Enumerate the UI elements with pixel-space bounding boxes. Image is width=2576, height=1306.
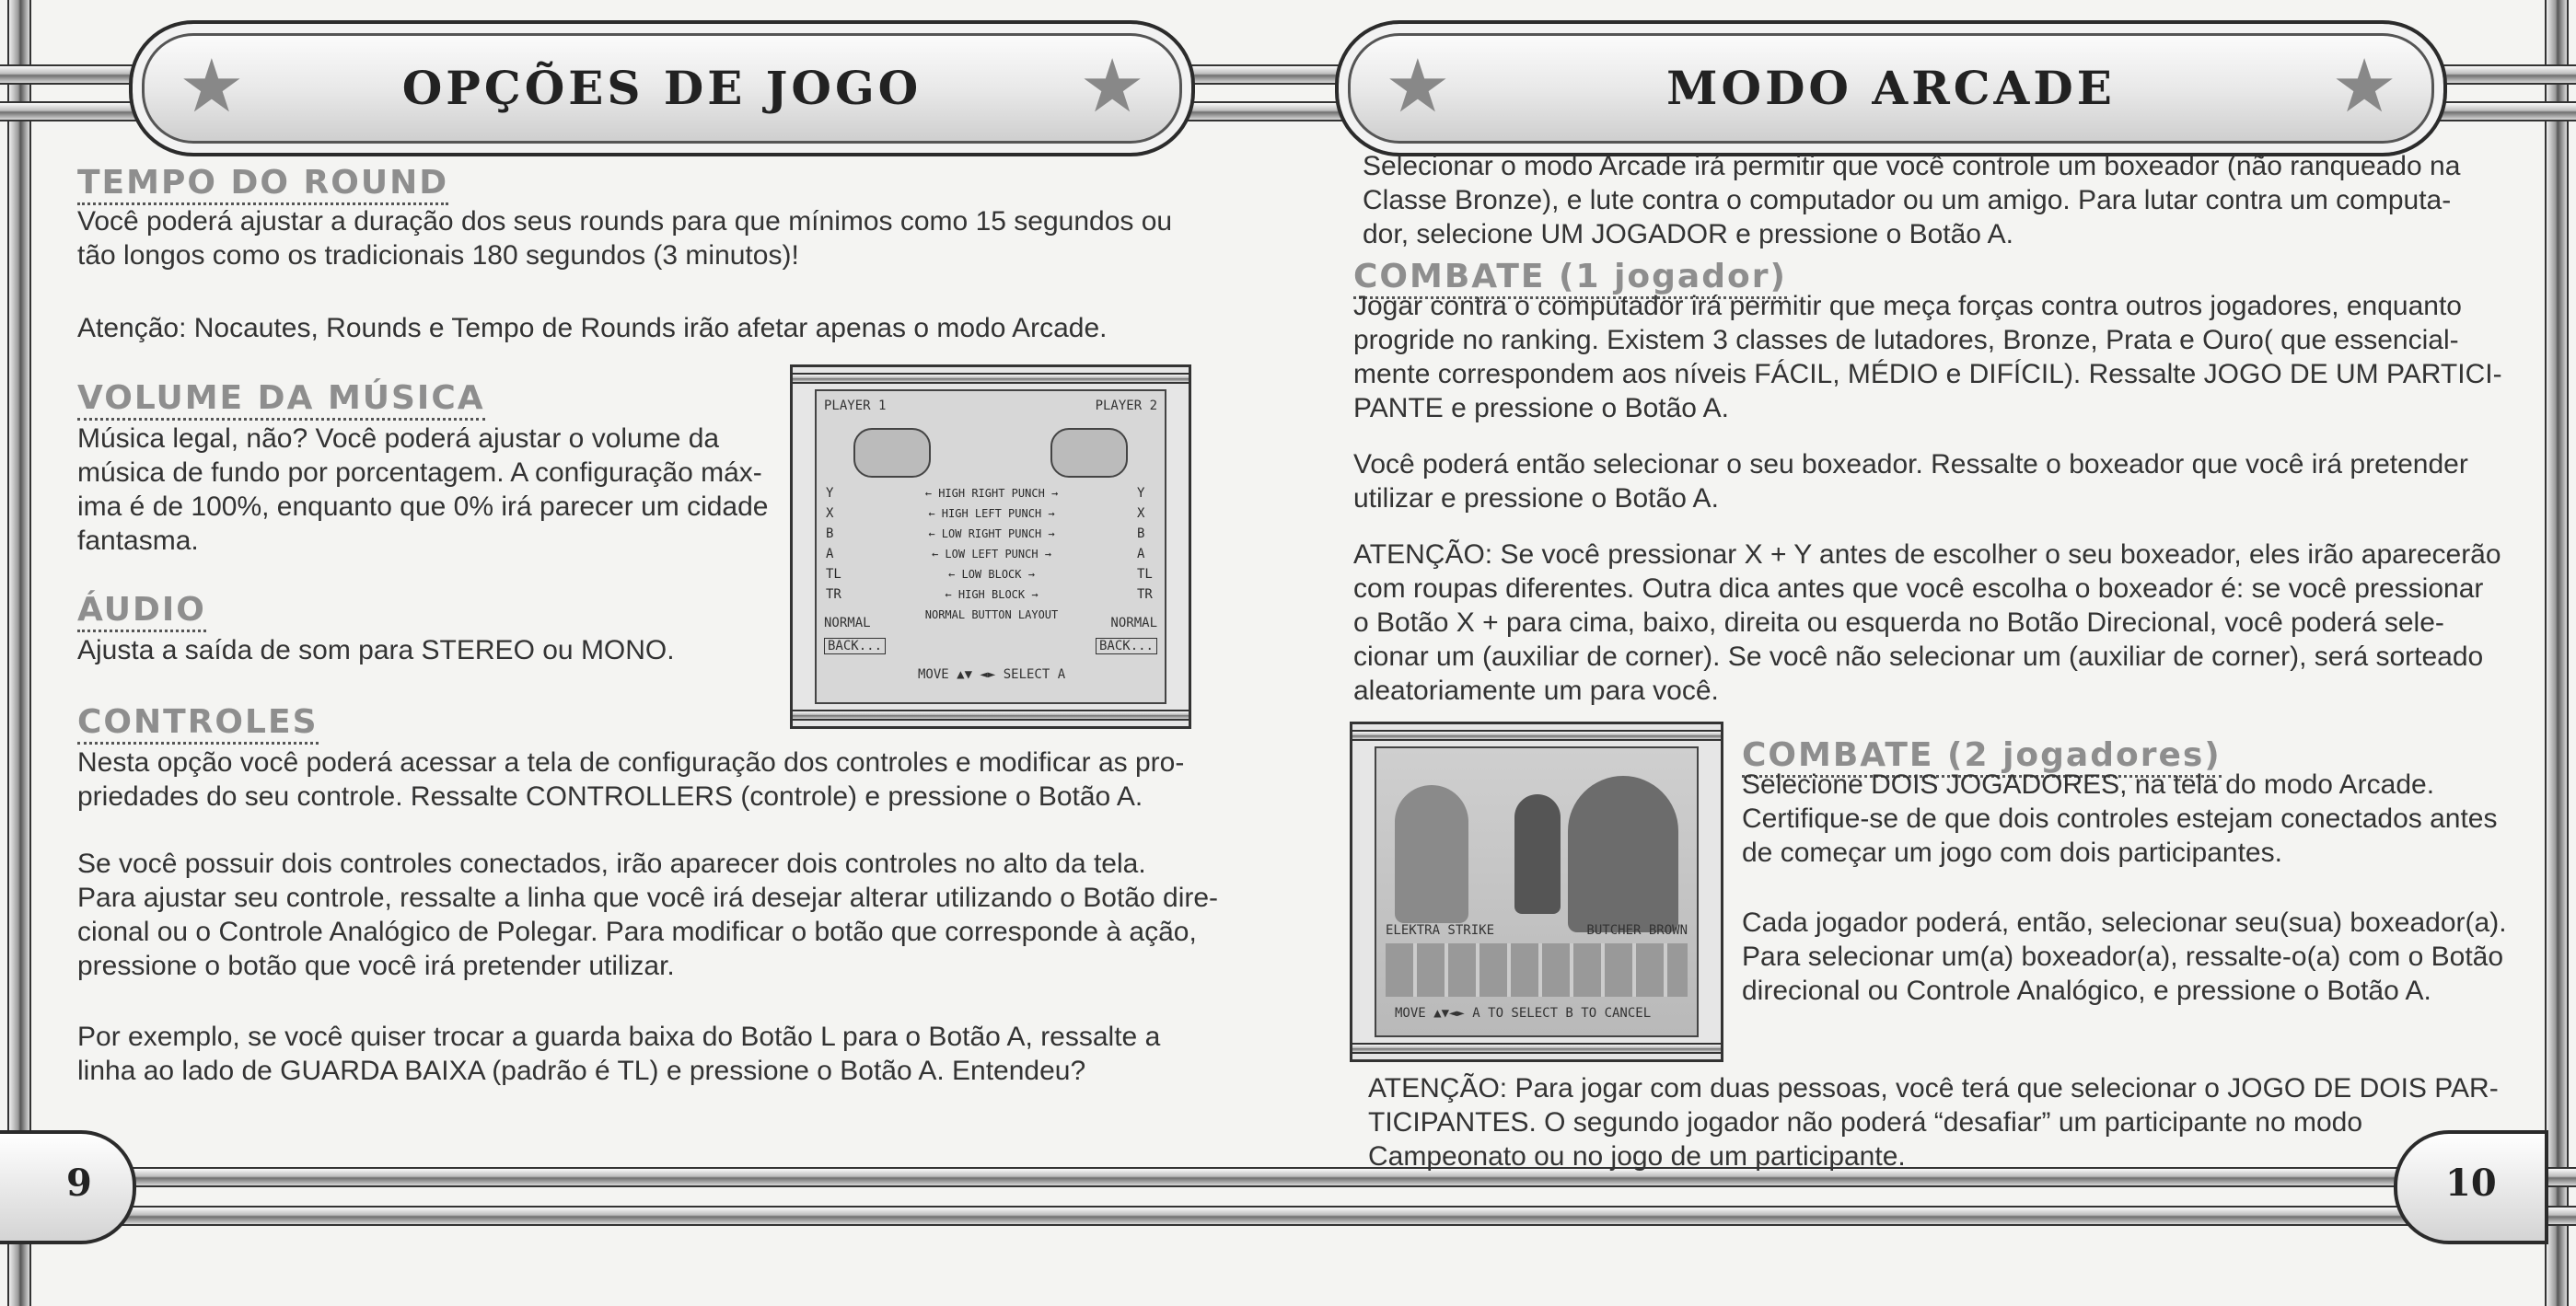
text-line: PANTE e pressione o Botão A. <box>1353 393 1730 423</box>
frame-rope <box>1352 1043 1721 1054</box>
atencao-2p-text <box>1368 1071 2499 1173</box>
screenshot-content <box>815 389 1166 704</box>
text-line: ATENÇÃO: Para jogar com duas pessoas, você terá que selecionar o JOGO DE DOIS PAR- <box>1368 1073 2499 1104</box>
heading-controles: CONTROLES <box>77 703 319 745</box>
page-number: 10 <box>2445 1162 2497 1205</box>
rope-bottom-b <box>0 1206 1289 1226</box>
combate1-p3 <box>1353 537 2501 708</box>
key-label: Y <box>826 486 834 501</box>
text-line: música de fundo por porcentagem. A configuração máx- <box>77 457 762 488</box>
text-line: priedades do seu controle. Ressalte CONTROLLERS (controle) e pressione o Botão A. <box>77 781 1143 812</box>
rope-top-right-a <box>2440 64 2576 85</box>
heading-combate-1: COMBATE (1 jogador) <box>1353 258 1787 299</box>
key-label: TR <box>826 587 841 602</box>
portrait-grid <box>1386 943 1688 997</box>
screenshot-content <box>1375 746 1699 1037</box>
action-row: ← HIGH BLOCK → <box>945 588 1039 601</box>
text-line: Classe Bronze), e lute contra o computador ou um amigo. Para lutar contra um computa- <box>1363 185 2452 215</box>
boxer-figure <box>1568 776 1678 932</box>
text-line: pressione o botão que você irá pretender utilizar. <box>77 951 675 981</box>
star-icon: ★ <box>2331 45 2397 127</box>
rope-top-right-b <box>1188 101 1289 121</box>
heading-audio: ÁUDIO <box>77 591 206 632</box>
key-label: Y <box>1137 486 1145 501</box>
volume-text <box>77 422 768 558</box>
controles-p3 <box>77 1020 1160 1088</box>
text-line: aleatoriamente um para você. <box>1353 676 1719 706</box>
text-line: Selecionar o modo Arcade irá permitir que você controle um boxeador (não ranqueado na <box>1363 151 2461 181</box>
rope-top-right-a <box>1188 64 1289 85</box>
text-line: Se você possuir dois controles conectados, irão aparecer dois controles no alto da tela. <box>77 849 1146 879</box>
text-line: cional ou o Controle Analógico de Polegar. Para modificar o botão que corresponde à ação, <box>77 917 1197 947</box>
page-title: OPÇÕES DE JOGO <box>401 61 922 115</box>
ring-post-left <box>7 0 31 1306</box>
text-line: Você poderá então selecionar o seu boxeador. Ressalte o boxeador que você irá pretender <box>1353 449 2468 480</box>
text-line: tão longos como os tradicionais 180 segundos (3 minutos)! <box>77 240 799 271</box>
text-line: dor, selecione UM JOGADOR e pressione o Botão A. <box>1363 219 2014 249</box>
atencao-text: Atenção: Nocautes, Rounds e Tempo de Rounds irão afetar apenas o modo Arcade. <box>77 313 1108 343</box>
action-row: ← HIGH LEFT PUNCH → <box>928 507 1055 520</box>
screenshot-footer: MOVE ▲▼ ◄► SELECT A <box>918 667 1066 682</box>
key-label: X <box>826 506 834 521</box>
controles-p1 <box>77 745 1184 814</box>
action-list <box>881 483 1102 625</box>
boxer-figure <box>1395 785 1468 923</box>
key-label: B <box>1137 526 1145 541</box>
text-line: Campeonato ou no jogo de um participante. <box>1368 1141 1906 1172</box>
rope-bottom-b <box>1289 1206 2576 1226</box>
right-key-column <box>1137 483 1157 605</box>
controller-config-screenshot <box>790 364 1191 729</box>
character-select-screenshot <box>1350 722 1723 1062</box>
rope-top-left-b <box>0 101 138 121</box>
combate1-p2 <box>1353 447 2468 515</box>
boxer-name-right: BUTCHER BROWN <box>1586 923 1688 938</box>
heading-combate-2: COMBATE (2 jogadores) <box>1742 736 2222 778</box>
text-line: Música legal, não? Você poderá ajustar o volume da <box>77 423 720 454</box>
rope-bottom-a <box>0 1167 1289 1187</box>
key-label: A <box>826 547 834 561</box>
intro-text <box>1363 149 2460 251</box>
action-row: ← LOW RIGHT PUNCH → <box>928 527 1055 540</box>
heading-volume-da-musica: VOLUME DA MÚSICA <box>77 379 485 421</box>
text-line: o Botão X + para cima, baixo, direita ou esquerda no Botão Direcional, você poderá sele- <box>1353 607 2444 638</box>
text-line: Cada jogador poderá, então, selecionar seu(sua) boxeador(a). <box>1742 907 2507 938</box>
action-row: ← LOW BLOCK → <box>948 568 1035 581</box>
ring-post-right <box>2545 0 2569 1306</box>
boxer-figure <box>1514 794 1561 914</box>
text-line: progride no ranking. Existem 3 classes de lutadores, Bronze, Prata e Ouro( que essencial- <box>1353 325 2459 355</box>
rope-top-right-b <box>2440 101 2576 121</box>
text-line: direcional ou Controle Analógico, e pressione o Botão A. <box>1742 976 2431 1006</box>
text-line: com roupas diferentes. Outra dica antes que você escolha o boxeador é: se você pressionar <box>1353 573 2484 604</box>
text-line: Selecione DOIS JOGADORES, na tela do modo Arcade. <box>1742 769 2435 800</box>
audio-text: Ajusta a saída de som para STEREO ou MONO. <box>77 635 675 665</box>
combate1-p1 <box>1353 289 2502 425</box>
key-label: TR <box>1137 587 1153 602</box>
controles-p2 <box>77 847 1218 983</box>
text-line: Para ajustar seu controle, ressalte a linha que você irá desejar alterar utilizando o Botão dire- <box>77 883 1219 913</box>
key-label: A <box>1137 547 1145 561</box>
action-row: ← HIGH RIGHT PUNCH → <box>924 487 1059 500</box>
title-banner <box>1335 20 2447 156</box>
heading-tempo-do-round: TEMPO DO ROUND <box>77 164 448 205</box>
controller-icon <box>1050 428 1128 478</box>
action-row: NORMAL BUTTON LAYOUT <box>924 608 1059 621</box>
text-line: ATENÇÃO: Se você pressionar X + Y antes de escolher o seu boxeador, eles irão aparecerão <box>1353 539 2501 570</box>
key-label: X <box>1137 506 1145 521</box>
text-line: ima é de 100%, enquanto que 0% irá parecer um cidade <box>77 491 769 522</box>
title-banner <box>129 20 1195 156</box>
key-label: TL <box>826 567 841 582</box>
combate2-p1 <box>1742 768 2497 870</box>
key-label: TL <box>1137 567 1153 582</box>
text-line: fantasma. <box>77 526 199 556</box>
text-line: Certifique-se de que dois controles estejam conectados antes <box>1742 803 2498 834</box>
frame-rope <box>793 710 1189 721</box>
frame-rope <box>1352 730 1721 741</box>
rope-top-left-a <box>0 64 138 85</box>
page-title: MODO ARCADE <box>1666 61 2116 115</box>
normal-label-right: NORMAL <box>1110 616 1157 630</box>
text-line: mente correspondem aos níveis FÁCIL, MÉDIO e DIFÍCIL). Ressalte JOGO DE UM PARTICI- <box>1353 359 2502 389</box>
frame-rope <box>793 373 1189 384</box>
boxer-name-left: ELEKTRA STRIKE <box>1386 923 1495 938</box>
player2-label: PLAYER 2 <box>1095 399 1157 413</box>
back-button-left: BACK... <box>824 638 886 654</box>
text-line: Você poderá ajustar a duração dos seus rounds para que mínimos como 15 segundos ou <box>77 206 1173 237</box>
combate2-p2 <box>1742 906 2507 1008</box>
star-icon: ★ <box>179 45 245 127</box>
text-line: Para selecionar um(a) boxeador(a), ressalte-o(a) com o Botão <box>1742 942 2504 972</box>
star-icon: ★ <box>1385 45 1451 127</box>
controller-icon <box>853 428 931 478</box>
right-page <box>1289 0 2576 1306</box>
text-line: Jogar contra o computador irá permitir que meça forças contra outros jogadores, enquanto <box>1353 291 2462 321</box>
text-line: Nesta opção você poderá acessar a tela de configuração dos controles e modificar as pro- <box>77 747 1185 778</box>
text-line: utilizar e pressione o Botão A. <box>1353 483 1719 514</box>
left-key-column <box>826 483 842 605</box>
normal-label-left: NORMAL <box>824 616 871 630</box>
back-button-right: BACK... <box>1096 638 1157 654</box>
tempo-text <box>77 204 1172 272</box>
text-line: TICIPANTES. O segundo jogador não poderá “desafiar” um participante no modo <box>1368 1107 2363 1138</box>
player1-label: PLAYER 1 <box>824 399 887 413</box>
action-row: ← LOW LEFT PUNCH → <box>931 548 1052 561</box>
key-label: B <box>826 526 834 541</box>
page-number: 9 <box>66 1162 92 1205</box>
text-line: linha ao lado de GUARDA BAIXA (padrão é TL) e pressione o Botão A. Entendeu? <box>77 1056 1086 1086</box>
text-line: Por exemplo, se você quiser trocar a guarda baixa do Botão L para o Botão A, ressalte a <box>77 1022 1161 1052</box>
text-line: de começar um jogo com dois participantes. <box>1742 838 2282 868</box>
screenshot-footer: MOVE ▲▼◄► A TO SELECT B TO CANCEL <box>1395 1006 1652 1021</box>
text-line: cionar um (auxiliar de corner). Se você não selecionar um (auxiliar de corner), será sorteado <box>1353 641 2484 672</box>
star-icon: ★ <box>1079 45 1145 127</box>
